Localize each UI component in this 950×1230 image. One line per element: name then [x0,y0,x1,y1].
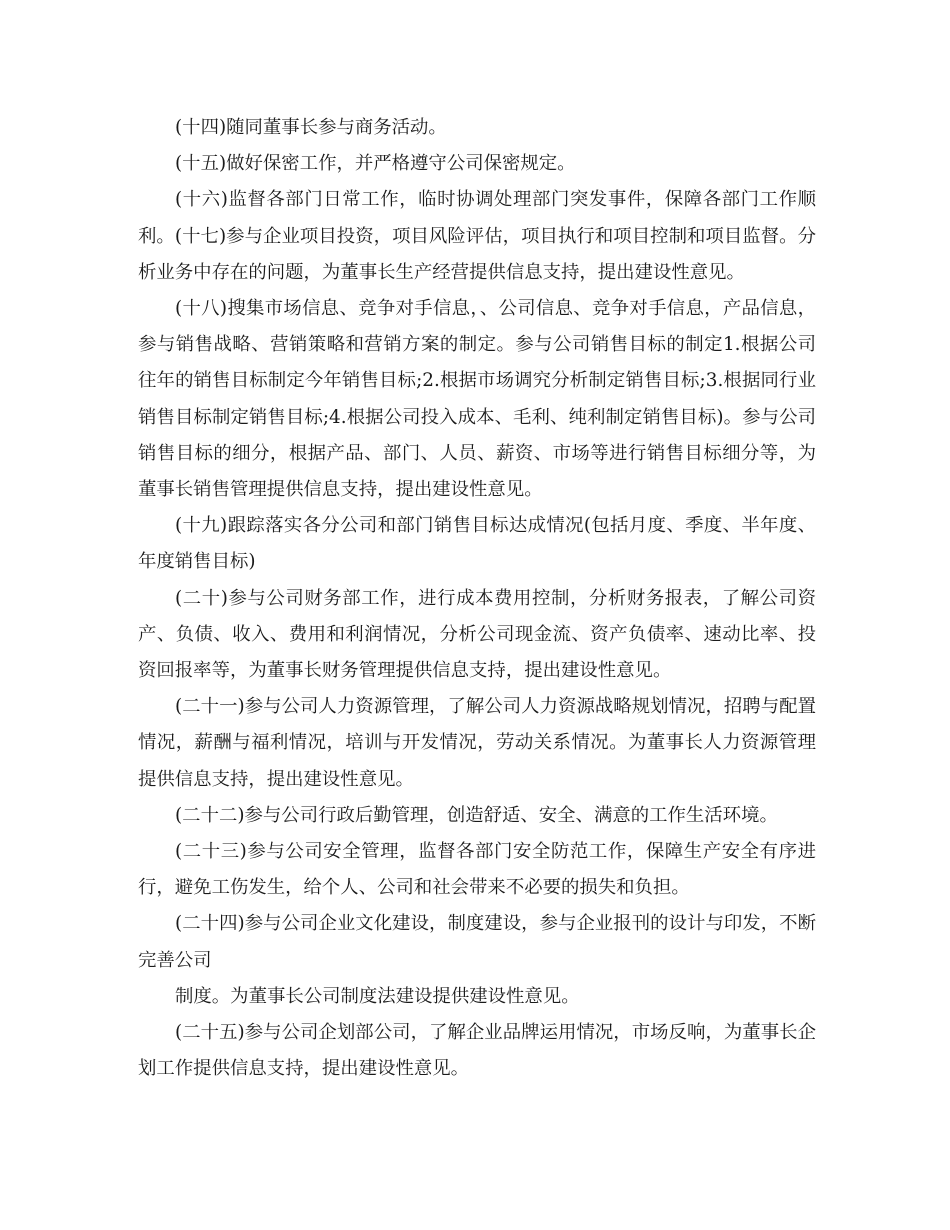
paragraph-21: (二十一)参与公司人力资源管理，了解公司人力资源战略规划情况，招聘与配置情况，薪酬与福利情况，培训与开发情况，劳动关系情况。为董事长人力资源管理提供信息支持，提出建设性意见。 [138,696,816,790]
paragraph-23: (二十三)参与公司安全管理，监督各部门安全防范工作，保障生产安全有序进行，避免工伤发生，给个人、公司和社会带来不必要的损失和负担。 [138,841,816,899]
paragraph-16-17: (十六)监督各部门日常工作，临时协调处理部门突发事件，保障各部门工作顺利。(十七)参与企业项目投资，项目风险评估，项目执行和项目控制和项目监督。分析业务中存在的问题，为董事长生产经营提供信息支持，提出建设性意见。 [138,189,816,283]
paragraph-15: (十五)做好保密工作，并严格遵守公司保密规定。 [175,153,576,175]
document-page [138,110,816,1087]
paragraph-25: (二十五)参与公司企划部公司，了解企业品牌运用情况，市场反响，为董事长企划工作提供信息支持，提出建设性意见。 [138,1022,816,1080]
paragraph-14: (十四)随同董事长参与商务活动。 [175,117,447,138]
paragraph-19: (十九)跟踪落实各分公司和部门销售目标达成情况(包括月度、季度、半年度、年度销售目标) [138,515,816,573]
paragraph-24-continued: 制度。为董事长公司制度法建设提供建设性意见。 [175,985,580,1007]
paragraph-24: (二十四)参与公司企业文化建设，制度建设，参与企业报刊的设计与印发，不断完善公司 [138,913,816,971]
paragraph-20: (二十)参与公司财务部工作，进行成本费用控制，分析财务报表，了解公司资产、负债、收入、费用和利润情况，分析公司现金流、资产负债率、速动比率、投资回报率等，为董事长财务管理提供信息支持，提出建设性意见。 [138,587,816,682]
paragraph-22: (二十二)参与公司行政后勤管理，创造舒适、安全、满意的工作生活环境。 [175,804,778,826]
paragraph-18: (十八)搜集市场信息、竞争对手信息，、公司信息、竞争对手信息，产品信息，参与销售战略、营销策略和营销方案的制定。参与公司销售目标的制定1.根据公司往年的销售目标制定今年销售目标;2.根据市场调究分析制定销售目标;3.根据同行业销售目标制定销售目标;4.根据公司投入成本、毛利、纯利制定销售目标)。参与公司销售目标的细分，根据产品、部门、人员、薪资、市场等进行销售目标细分等，为董事长销售管理提供信息支持，提出建设性意见。 [138,298,816,501]
